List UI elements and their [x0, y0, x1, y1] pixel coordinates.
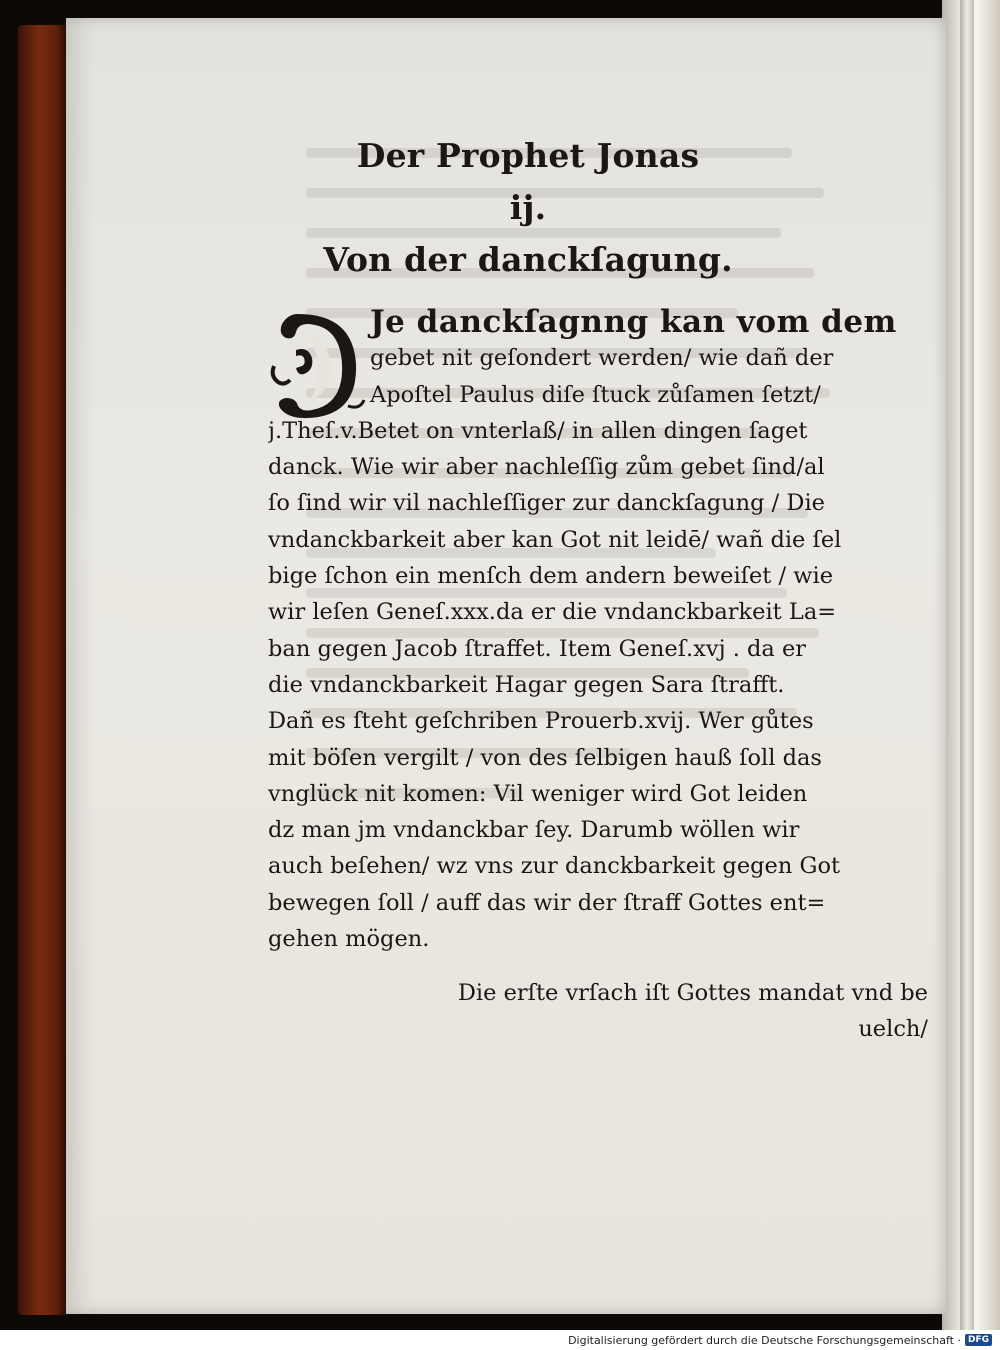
body-line: ſo ſind wir vil nachleſſiger zur danckſagung / Die — [268, 490, 825, 517]
body-line: j.Theſ.v.Betet on vnterlaß/ in allen dingen ſaget — [268, 417, 808, 444]
page-text — [268, 130, 936, 1047]
credit-text: Digitalisierung gefördert durch die Deutsche Forschungsgemeinschaft · — [568, 1333, 961, 1347]
body-line: Apoſtel Paulus diſe ſtuck zůſamen ſetzt/ — [370, 381, 821, 408]
body-line: wir leſen Geneſ.xxx.da er die vndanckbarkeit La= — [268, 599, 837, 626]
body-line: dz man jm vndanckbar ſey. Darumb wöllen wir — [268, 817, 800, 844]
body-line: Dañ es ſteht geſchriben Prouerb.xvij. Wer gůtes — [268, 708, 814, 735]
book-cover-edge — [18, 25, 66, 1315]
body-line: gehen mögen. — [268, 926, 430, 953]
closing-line-2: uelch/ — [858, 1016, 928, 1043]
body-line: die vndanckbarkeit Hagar gegen Sara ſtrafft. — [268, 671, 785, 698]
body-line: vndanckbarkeit aber kan Got nit leidē/ wañ die ſel — [268, 526, 842, 553]
dfg-logo: DFG — [965, 1334, 992, 1346]
heading-line-2: ij. — [509, 188, 547, 227]
closing-text — [268, 975, 928, 1047]
body-line: ban gegen Jacob ſtraffet. Item Geneſ.xvj . da er — [268, 635, 807, 662]
closing-line-1: Die erſte vrſach iſt Gottes mandat vnd be — [457, 980, 928, 1007]
body-line: auch beſehen/ wz vns zur danckbarkeit gegen Got — [268, 853, 841, 880]
body-line: danck. Wie wir aber nachleſſig zům gebet ſind/al — [268, 454, 825, 481]
body-line: bige ſchon ein menſch dem andern beweiſet / wie — [268, 563, 834, 590]
page-heading — [308, 130, 748, 286]
heading-line-1: Der Prophet Jonas — [356, 136, 700, 175]
body-line: gebet nit geſondert werden/ wie dañ der — [370, 345, 834, 372]
body-line: bewegen ſoll / auff das wir der ſtraff Gottes ent= — [268, 889, 826, 916]
body-paragraph — [268, 304, 928, 957]
page-block-edge — [942, 0, 1000, 1330]
body-line: vnglück nit komen: Vil weniger wird Got leiden — [268, 780, 808, 807]
digitization-credit — [0, 1330, 1000, 1350]
body-first-line: Je danckſagnng kan vom dem — [370, 304, 897, 340]
body-line: mit böſen vergilt / von des ſelbigen hauß ſoll das — [268, 744, 822, 771]
decorated-initial-d — [268, 306, 368, 426]
heading-line-3: Von der danckſagung. — [323, 240, 733, 279]
